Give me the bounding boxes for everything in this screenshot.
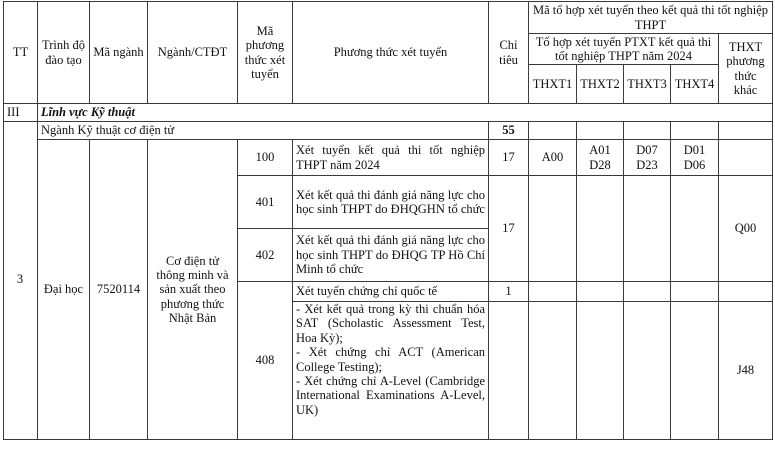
program-tt: 3 <box>16 272 24 286</box>
cert-method-alevel: - Xét chứng chỉ A-Level (Cambridge International Examinations A-Level, UK) <box>296 373 485 417</box>
section-title: Lĩnh vực Kỹ thuật <box>38 104 773 122</box>
header-ma-to-hop: Mã tổ hợp xét tuyển theo kết quả thi tốt nghiệp THPT <box>529 2 773 34</box>
quota-401-402: 17 <box>489 176 529 282</box>
thxt4-401-402 <box>671 176 719 282</box>
program-name: Cơ điện tử thông minh và sản xuất theo phương thức Nhật Bản <box>148 140 238 440</box>
thxt2-408 <box>577 282 624 302</box>
header-tt: TT <box>4 2 38 104</box>
method-code-100: 100 <box>238 140 293 176</box>
quota-100: 17 <box>489 140 529 176</box>
thxt2-401-402 <box>577 176 624 282</box>
quota-cert <box>489 302 529 440</box>
thxt-other-cert: J48 <box>719 302 773 440</box>
thxt-other-408 <box>719 282 773 302</box>
header-nganh: Ngành/CTĐT <box>148 2 238 104</box>
thxt3-401-402 <box>624 176 671 282</box>
major-thxt-other <box>719 122 773 140</box>
header-thxt2: THXT2 <box>577 65 624 104</box>
method-408: Xét tuyển chứng chỉ quốc tế <box>293 282 489 302</box>
thxt3-408 <box>624 282 671 302</box>
major-name: Ngành Kỹ thuật cơ điện tử <box>38 122 489 140</box>
thxt3-cert <box>624 302 671 440</box>
method-100: Xét tuyển kết quả thi tốt nghiệp THPT năm 2024 <box>293 140 489 176</box>
admission-table <box>3 1 773 440</box>
header-thxt-khac: THXT phương thức khác <box>719 34 773 104</box>
program-level: Đại học <box>38 140 90 440</box>
thxt1-401-402 <box>529 176 577 282</box>
header-phuong-thuc: Phương thức xét tuyển <box>293 2 489 104</box>
method-code-402: 402 <box>238 229 293 282</box>
section-number: III <box>4 104 38 122</box>
thxt2-cert <box>577 302 624 440</box>
method-code-401: 401 <box>238 176 293 229</box>
program-code: 7520114 <box>90 140 148 440</box>
major-thxt1 <box>529 122 577 140</box>
thxt-other-100 <box>719 140 773 176</box>
major-quota: 55 <box>489 122 529 140</box>
cert-method-sat: - Xét kết quả trong kỳ thi chuẩn hóa SAT (Scholastic Assessment Test, Hoa Kỳ); <box>296 302 485 345</box>
header-trinh-do: Trình độ đào tạo <box>38 2 90 104</box>
thxt4-cert <box>671 302 719 440</box>
header-ma-nganh: Mã ngành <box>90 2 148 104</box>
header-thxt1: THXT1 <box>529 65 577 104</box>
thxt1-100: A00 <box>529 140 577 176</box>
thxt3-100: D07 D23 <box>624 140 671 176</box>
header-thxt3: THXT3 <box>624 65 671 104</box>
major-thxt2 <box>577 122 624 140</box>
cert-method-act: - Xét chứng chỉ ACT (American College Testing); <box>296 345 485 374</box>
quota-408: 1 <box>489 282 529 302</box>
thxt1-cert <box>529 302 577 440</box>
header-chi-tieu: Chỉ tiêu <box>489 2 529 104</box>
thxt-other-401-402: Q00 <box>719 176 773 282</box>
major-thxt3 <box>624 122 671 140</box>
header-thxt4: THXT4 <box>671 65 719 104</box>
thxt2-100: A01 D28 <box>577 140 624 176</box>
major-thxt4 <box>671 122 719 140</box>
thxt4-100: D01 D06 <box>671 140 719 176</box>
method-401: Xét kết quả thi đánh giá năng lực cho học sinh THPT do ĐHQGHN tổ chức <box>293 176 489 229</box>
cert-methods <box>293 302 489 440</box>
thxt1-408 <box>529 282 577 302</box>
method-402: Xét kết quả thi đánh giá năng lực cho học sinh THPT do ĐHQG TP Hồ Chí Minh tổ chức <box>293 229 489 282</box>
thxt4-408 <box>671 282 719 302</box>
header-ma-phuong-thuc: Mã phương thức xét tuyển <box>238 2 293 104</box>
method-code-408: 408 <box>238 282 293 440</box>
header-to-hop-ptxt: Tổ hợp xét tuyển PTXT kết quả thi tốt nghiệp THPT năm 2024 <box>529 34 719 65</box>
